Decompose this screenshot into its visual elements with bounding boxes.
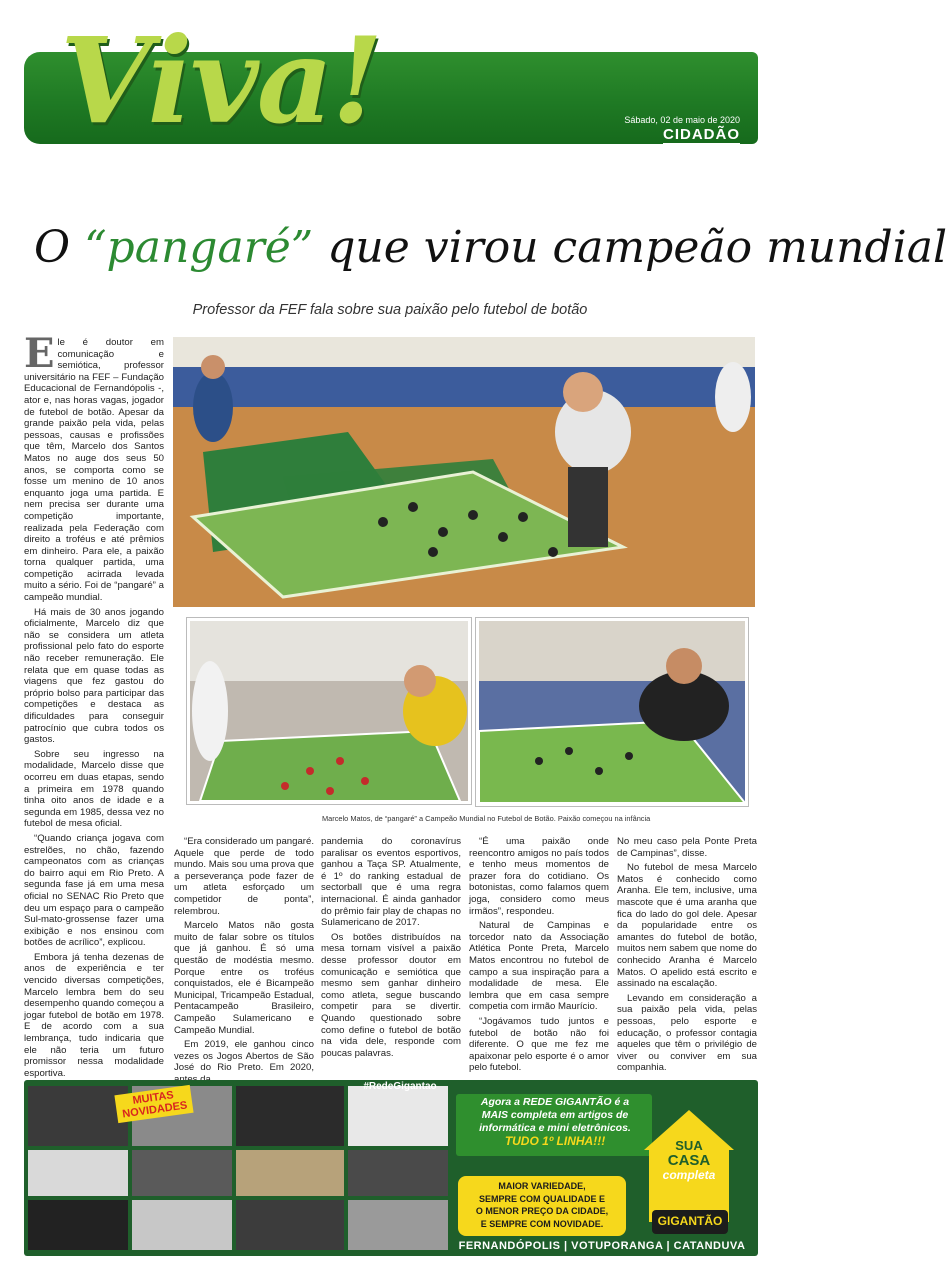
paragraph: Natural de Campinas e torcedor nato da Associação Atlética Ponte Preta, Marcelo Matos encontrou no futebol de campo a sua inspiração para a modalidade de mesa. Ele lembra que em casa sempre competia com irmão Maurício. — [469, 920, 609, 1013]
paragraph: Sobre seu ingresso na modalidade, Marcelo disse que ocorreu em duas etapas, sendo a primeira em 1978 quando tinha oito anos de idade e a segunda em 1985, dessa vez no futebol de mesa oficial. — [24, 748, 164, 830]
paragraph: “Era considerado um pangaré. Aquele que perde de todo mundo. Mais sou uma prova que a perseverança pode fazer de um atleta esforçado um competidor de ponta”, relembrou. — [174, 836, 314, 917]
headline-part-1: O — [34, 222, 85, 273]
article-column-3 — [321, 836, 461, 1062]
paragraph: Embora já tenha dezenas de anos de experiência e ter vencido diversas competições, Marcelo lembra bem do seu desempenho quando começou a jogar futebol de botão em 1978. E de acordo com a sua lembrança, tudo indicaria que ele não teria um futuro promissor nessa modalidade esportiva. — [24, 951, 164, 1079]
paragraph: Há mais de 30 anos jogando oficialmente, Marcelo diz que não se considera um atleta profissional pelo fato do esporte não receber remuneração. Ele relata que em quase todas as viagens que fez gastou do próprio bolso para participar das competições e destaca as dificuldades para conseguir patrocínio que cubra todos os gastos. — [24, 606, 164, 746]
ad-info-box — [458, 1180, 626, 1230]
main-photo — [173, 337, 755, 607]
article-subhead: Professor da FEF fala sobre sua paixão pelo futebol de botão — [192, 302, 588, 318]
paragraph: “Jogávamos tudo juntos e futebol de botão não foi diferente. O que me fez me apaixonar pelo esporte é o amor pelo futebol. — [469, 1015, 609, 1074]
issue-date: Sábado, 02 de maio de 2020 — [624, 115, 740, 125]
paragraph: Marcelo Matos não gosta muito de falar sobre os títulos que já ganhou. É só uma questão de modéstia mesmo. Porque entre os troféus conquistados, ele é Bicampeão Municipal, Tricampeão Estadual, Pentacampeão Brasileiro, Campeão Sulamericano e Campeão Mundial. — [174, 920, 314, 1036]
ad-hashtag: #RedeGigantao — [363, 1081, 437, 1092]
ad-headline-line: MAIS completa em artigos de — [481, 1109, 629, 1121]
paragraph: “É uma paixão onde reencontro amigos no país todos e tenho meus momentos de prazer fora do cotidiano. Os botonistas, como falamos quem joga, considero como meus irmãos”, respondeu. — [469, 836, 609, 917]
article-column-4 — [469, 836, 609, 1077]
paragraph: No meu caso pela Ponte Preta de Campinas”, disse. — [617, 836, 757, 859]
ad-cities: FERNANDÓPOLIS | VOTUPORANGA | CATANDUVA — [458, 1240, 746, 1252]
article-headline — [34, 222, 947, 273]
ad-badge: MUITAS NOVIDADES — [114, 1085, 193, 1123]
paragraph: pandemia do coronavírus paralisar os eventos esportivos, ganhou a Taça SP. Atualmente, é 1º do ranking estadual de sectorball que é uma regra internacional. É ainda ganhador do prêmio fair play de chapas no Sulamericano de 2017. — [321, 836, 461, 929]
paragraph: No futebol de mesa Marcelo Matos é conhecido como Aranha. Ele tem, inclusive, uma mascote que é uma aranha que fica do lado do gol dele. Apesar da popularidade entre os amantes do futebol de botão, muitos nem sabem que nome do conhecido Aranha é Marcelo Matos. O apelido está escrito e assinado na escalação. — [617, 862, 757, 990]
house-line: CASA — [667, 1152, 711, 1169]
paragraph — [24, 330, 164, 604]
paragraph: “Quando criança jogava com estrelões, no chão, fazendo campeonatos com as crianças do bairro aqui em Rio Preto. A segunda fase já em uma mesa oficial no SENAC Rio Preto que deu um espaço para o campeão Sul-mato-grossense fazer uma exibição e nos ensinou com botões de acrílico”, explicou. — [24, 832, 164, 949]
article-column-1 — [24, 330, 164, 1082]
ad-headline — [460, 1096, 650, 1148]
ad-box-line: O MENOR PREÇO DA CIDADE, — [475, 1206, 609, 1216]
ad-headline-red: TUDO 1º LINHA!!! — [504, 1134, 606, 1148]
ad-headline-line: informática e mini eletrônicos. — [479, 1122, 631, 1134]
section-title: CIDADÃO — [663, 126, 740, 143]
ad-brand-logo: GIGANTÃO — [657, 1214, 723, 1228]
paragraph: Em 2019, ele ganhou cinco vezes os Jogos Abertos de São José do Rio Preto. Em 2020, — [174, 1039, 314, 1074]
ad-headline-line: Agora a REDE GIGANTÃO é a — [480, 1096, 630, 1108]
headline-part-2: que virou campeão mundial — [313, 222, 947, 273]
photo-caption: Marcelo Matos, de “pangaré” a Campeão Mundial no Futebol de Botão. Paixão começou na infância — [322, 814, 651, 823]
house-line: SUA — [675, 1138, 703, 1153]
ad-box-line: MAIOR VARIEDADE, — [498, 1181, 586, 1191]
drop-cap: E — [24, 330, 55, 377]
house-line: completa — [662, 1168, 716, 1182]
inset-photo-right — [476, 618, 748, 806]
ad-box-line: E SEMPRE COM NOVIDADE. — [480, 1218, 604, 1229]
inset-photo-left — [187, 618, 471, 804]
paragraph-text: le é doutor em comunicação e semiótica, professor universitário na FEF – Fundação Educacional de Fernandópolis -, ator e, nas horas vagas, jogador de futebol de botão. Apesar da grande paixão pela vida, pelas pessoas, causas e profissões que têm, Marcelo dos Santos Matos no auge dos seus 50 anos, se comporta como se fosse um menino de 10 anos enquanto joga uma partida. E nem precisa ser durante uma competição importante, realizada pela Federação com direito a troféus e até prêmios em dinheiro. Para ele, a paixão torna qualquer partida, uma competição acirrada levada muito a sério. Foi de “pangaré” a campeão mundial. — [24, 337, 164, 604]
ad-house-text — [649, 1138, 729, 1183]
viva-logo: Viva! — [60, 11, 382, 150]
article-column-5 — [617, 836, 757, 1077]
advertisement-banner — [24, 1080, 758, 1256]
paragraph: Levando em consideração a sua paixão pela vida, pelas pessoas, pelo esporte e educação, o professor contagia aqueles que têm o privilégio de viver ou conviver em sua companhia. — [617, 992, 757, 1074]
paragraph: Os botões distribuídos na mesa tornam visível a paixão desse professor doutor em comunicação e semiótica que mesmo sem ganhar dinheiro como atleta, segue buscando competir para se divertir. Quando questionado sobre como define o futebol de botão na vida dele, responde com poucas palavras. — [321, 931, 461, 1059]
article-column-2 — [174, 836, 314, 1088]
ad-box-line: SEMPRE COM QUALIDADE E — [478, 1193, 605, 1204]
headline-highlight: “pangaré” — [84, 222, 314, 273]
